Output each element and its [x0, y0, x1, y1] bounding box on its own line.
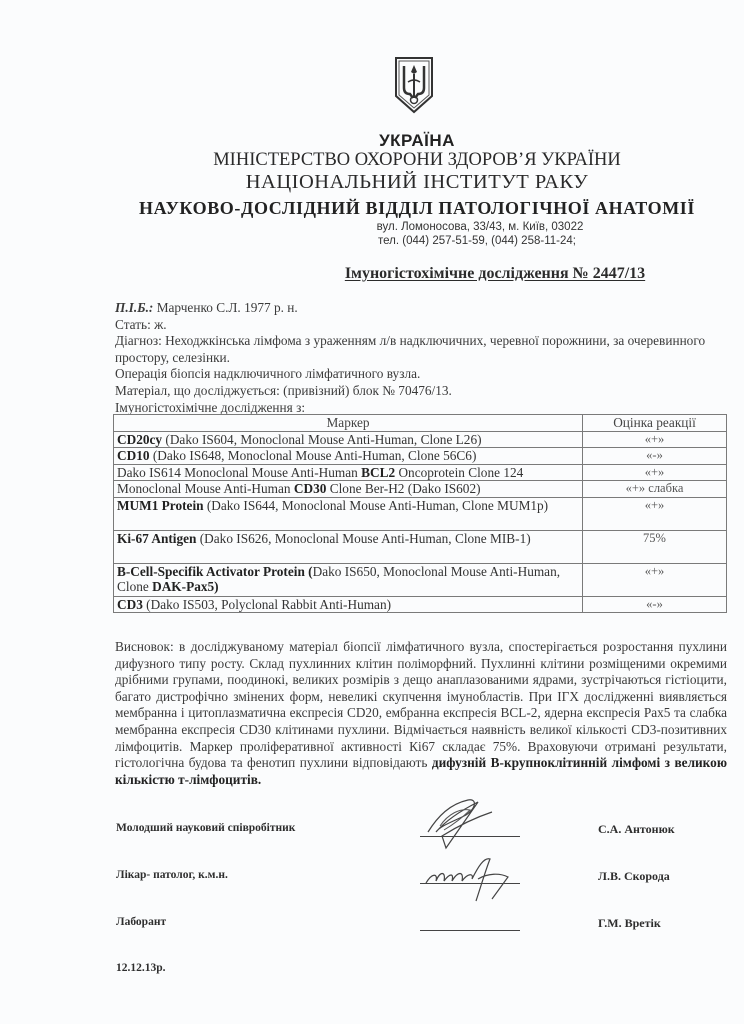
header-ministry: МІНІСТЕРСТВО ОХОРОНИ ЗДОРОВ’Я УКРАЇНИ: [213, 150, 621, 170]
patient-diagnosis: Діагноз: Неходжкінська лімфома з ураженням л/в надключичних, черевної порожнини, за очеревинного простору, селезінки.: [115, 333, 706, 365]
marker-details: (Dako IS626, Monoclonal Mouse Anti-Human, Clone MIB-1): [196, 530, 531, 546]
signature-role: Лікар- патолог, к.м.н.: [116, 869, 228, 881]
header-institute: НАЦІОНАЛЬНИЙ ІНСТИТУТ РАКУ: [245, 171, 589, 193]
reaction-result: «+»: [583, 497, 727, 530]
table-row: [114, 530, 727, 563]
reaction-result: «-»: [583, 448, 727, 465]
marker-details: Monoclonal Mouse Anti-Human: [117, 481, 294, 496]
marker-name: CD3: [117, 596, 143, 612]
marker-details: (Dako IS604, Monoclonal Mouse Anti-Human, Clone L26): [162, 431, 482, 447]
column-header-result: Оцінка реакції: [583, 415, 727, 432]
reaction-result: «-»: [583, 596, 727, 613]
table-row: [114, 431, 727, 448]
table-row: [114, 596, 727, 613]
patient-material: Матеріал, що досліджується: (привізний) блок № 70476/13.: [115, 382, 452, 398]
signature-role: Молодший науковий співробітник: [116, 822, 296, 834]
marker-cell: [114, 596, 583, 613]
header-department: НАУКОВО-ДОСЛІДНИЙ ВІДДІЛ ПАТОЛОГІЧНОЇ АНАТОМІЇ: [138, 198, 696, 218]
markers-table: [113, 414, 727, 613]
patient-sex: Стать: ж.: [115, 316, 167, 332]
table-row: [114, 464, 727, 481]
marker-cell: [114, 481, 583, 498]
marker-details: (Dako IS503, Polyclonal Rabbit Anti-Human): [142, 596, 392, 612]
marker-details: Dako IS650, Monoclonal Mouse Anti-Human, Clone: [117, 563, 561, 594]
marker-cell: [114, 497, 583, 530]
header-country: УКРАЇНА: [379, 131, 455, 150]
marker-details: (Dako IS648, Monoclonal Mouse Anti-Human, Clone 56C6): [149, 448, 477, 463]
patient-name-label: П.І.Б.:: [115, 300, 154, 315]
document-title: Імуногістохімічне дослідження № 2447/13: [344, 265, 646, 282]
marker-cell: [114, 563, 583, 596]
column-header-marker: Маркер: [114, 415, 583, 432]
signature-row: [0, 822, 744, 842]
conclusion: [115, 639, 727, 788]
reaction-result: «+»: [583, 431, 727, 448]
marker-cell: [114, 431, 583, 448]
marker-details: Dako IS614 Monoclonal Mouse Anti-Human: [117, 464, 362, 480]
table-row: [114, 481, 727, 498]
patient-name-value: Марченко С.Л. 1977 р. н.: [153, 300, 298, 315]
marker-name: Ki-67 Antigen: [117, 530, 197, 546]
patient-info: [115, 300, 735, 416]
marker-name: CD30: [293, 481, 327, 496]
reaction-result: «+»: [583, 464, 727, 481]
signature-line: [420, 930, 520, 931]
marker-details: Oncoprotein Clone 124: [395, 464, 524, 480]
table-row: [114, 563, 727, 596]
marker-name: DAK-Pax5): [152, 579, 219, 594]
marker-details: Clone Ber-H2 (Dako IS602): [326, 481, 481, 496]
handwritten-signature-icon: [418, 796, 528, 852]
marker-name: CD20cy: [117, 431, 163, 447]
signature-name: Л.В. Скорода: [598, 869, 670, 883]
reaction-result: «+»: [583, 563, 727, 596]
header-address: вул. Ломоносова, 33/43, м. Київ, 03022: [376, 221, 584, 233]
signature-role: Лаборант: [116, 916, 167, 928]
patient-operation: Операція біопсія надключичного лімфатичного вузла.: [115, 366, 421, 382]
marker-name: CD10: [117, 448, 150, 463]
marker-details: (Dako IS644, Monoclonal Mouse Anti-Human, Clone MUM1p): [203, 497, 549, 513]
marker-name: BCL2: [361, 464, 396, 480]
document-date: 12.12.13р.: [116, 962, 166, 974]
marker-name: MUM1 Protein: [117, 497, 204, 513]
table-row: [114, 448, 727, 465]
signature-name: Г.М. Вретік: [598, 916, 661, 930]
handwritten-signature-icon: [422, 853, 532, 903]
marker-name: B-Cell-Specifik Activator Protein (: [117, 563, 313, 579]
table-row: [114, 497, 727, 530]
signature-name: С.А. Антонюк: [598, 822, 675, 836]
marker-cell: [114, 464, 583, 481]
patient-name-line: [115, 300, 735, 317]
ihc-intro: Імуногістохімічне дослідження з:: [115, 399, 306, 415]
table-header-row: [114, 415, 727, 432]
conclusion-text: Висновок: в досліджуваному матеріал біопсії лімфатичного вузла, спостерігається розростання пухлини дифузного типу росту. Склад пухлинних клітин поліморфний. Пухлинні клітини розміщеними окремими дрібними групами, поодинокі, великих розмірів з дещо анаплазованими ядрами, зустрічаються гістіоцити, багато дистрофічно змінених форм, невеликі скупчення імунобластів. При ІГХ дослідженні виявляється мембранна і цитоплазматична експресія CD20, ембранна експресія BCL-2, ядерна експресія Pax5 та слабка мембранна експресія CD30 клітинами пухлини. Відмічається наявність великої кількості CD3-позитивних лімфоцитів. Маркер проліферативної активності Кі67 складає 75%. Враховуючи отримані результати, гістологічна будова та фенотип пухлини відповідають: [115, 639, 727, 771]
conclusion-diagnosis: дифузній В-крупноклітинній лімфомі з великою кількістю т-лімфоцитів.: [115, 755, 727, 787]
marker-cell: [114, 448, 583, 465]
header-phone: тел. (044) 257-51-59, (044) 258-11-24;: [378, 235, 576, 247]
marker-cell: [114, 530, 583, 563]
signature-row: [0, 916, 744, 936]
reaction-result: 75%: [583, 530, 727, 563]
reaction-result: «+» слабка: [583, 481, 727, 498]
ukraine-trident-emblem-icon: [392, 52, 436, 116]
signature-row: [0, 869, 744, 889]
